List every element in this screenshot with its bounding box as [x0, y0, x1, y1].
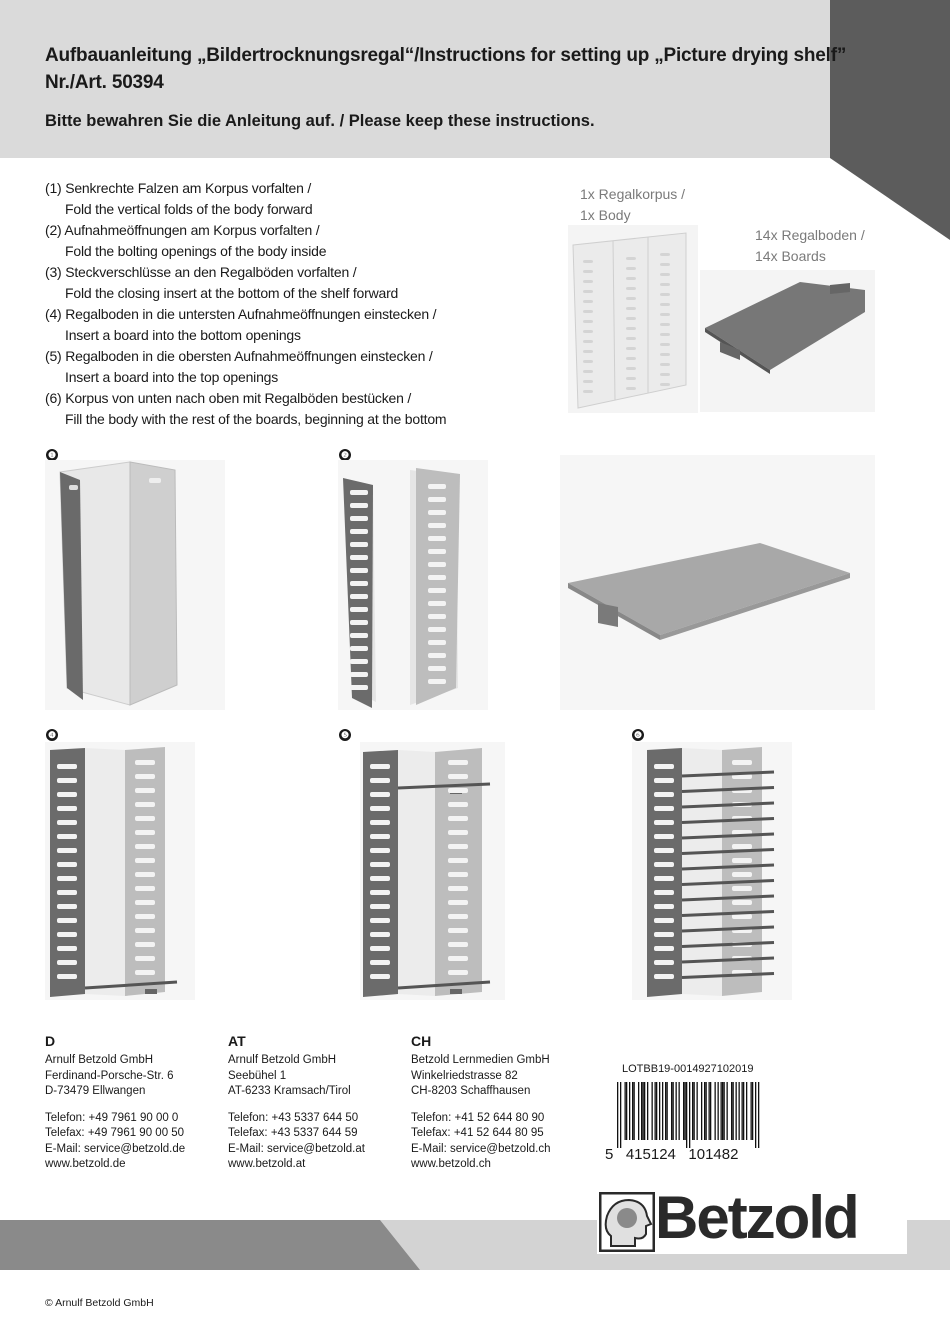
contact-at-web: www.betzold.at — [228, 1158, 306, 1170]
slot — [370, 820, 390, 825]
slot — [732, 886, 752, 891]
barcode-bar — [742, 1082, 743, 1140]
barcode-bar — [652, 1082, 653, 1140]
slot — [448, 942, 468, 947]
slot — [660, 263, 670, 266]
slot — [135, 830, 155, 835]
slot — [57, 778, 77, 783]
slot — [350, 503, 368, 508]
parts-body-de: 1x Regalkorpus / — [580, 186, 686, 202]
slot — [350, 620, 368, 625]
barcode-bar — [689, 1082, 690, 1148]
contact-de-company: Arnulf Betzold GmbH — [45, 1054, 154, 1066]
slot — [350, 594, 368, 599]
slot — [654, 960, 674, 965]
slot — [135, 844, 155, 849]
slot — [626, 337, 636, 340]
slot — [370, 778, 390, 783]
slot — [448, 956, 468, 961]
barcode-bar — [667, 1082, 668, 1140]
barcode-bar — [626, 1082, 627, 1140]
figure-5-image — [360, 742, 505, 1000]
slot — [135, 802, 155, 807]
slot — [448, 872, 468, 877]
contact-at-fax: Telefax: +43 5337 644 59 — [228, 1127, 358, 1139]
slot — [57, 960, 77, 965]
slot — [370, 904, 390, 909]
slot — [350, 542, 368, 547]
parts-body-en: 1x Body — [580, 207, 631, 223]
step-5-en: Insert a board into the top openings — [65, 369, 279, 385]
barcode-bar — [692, 1082, 693, 1140]
slot — [583, 260, 593, 263]
slot — [660, 293, 670, 296]
slot — [448, 760, 468, 765]
slot — [370, 792, 390, 797]
slot — [583, 340, 593, 343]
slot — [448, 816, 468, 821]
slot — [135, 956, 155, 961]
barcode-bar — [662, 1082, 663, 1140]
slot — [626, 347, 636, 350]
betzold-logo — [597, 1184, 907, 1254]
slot — [350, 581, 368, 586]
barcode-bar — [647, 1082, 648, 1140]
barcode-bar — [632, 1082, 633, 1140]
step-1-de: (1) Senkrechte Falzen am Korpus vorfalten / — [45, 180, 312, 196]
slot — [626, 297, 636, 300]
barcode-bar — [659, 1082, 660, 1140]
slot — [660, 273, 670, 276]
slot — [370, 918, 390, 923]
slot — [428, 484, 446, 489]
slot — [732, 872, 752, 877]
barcode-bar — [656, 1082, 657, 1140]
barcode-bar — [706, 1082, 707, 1140]
slot — [370, 834, 390, 839]
slot — [660, 323, 670, 326]
slot — [428, 549, 446, 554]
barcode-bar — [752, 1082, 753, 1140]
slot — [448, 858, 468, 863]
slot — [350, 490, 368, 495]
contact-at-country: AT — [228, 1033, 246, 1049]
slot — [654, 764, 674, 769]
step-2-de: (2) Aufnahmeöffnungen am Korpus vorfalten / — [45, 222, 320, 238]
barcode-bar — [743, 1082, 744, 1140]
figure-6-image — [632, 742, 792, 1000]
barcode-bar — [665, 1082, 666, 1140]
barcode-digits: 5 415124 101482 — [605, 1146, 739, 1163]
slot — [583, 370, 593, 373]
slot — [135, 970, 155, 975]
parts-body-label — [580, 184, 685, 226]
barcode-bar — [686, 1082, 687, 1148]
slot — [370, 960, 390, 965]
contact-ch-country: CH — [411, 1033, 432, 1049]
slot — [660, 333, 670, 336]
figure-6-number: ❻ — [633, 730, 643, 740]
slot — [57, 946, 77, 951]
slot — [654, 848, 674, 853]
slot — [732, 900, 752, 905]
barcode-bar — [625, 1082, 626, 1140]
barcode-bar — [671, 1082, 672, 1140]
slot — [660, 363, 670, 366]
slot — [370, 946, 390, 951]
slot — [654, 778, 674, 783]
slot — [428, 614, 446, 619]
slot — [350, 607, 368, 612]
slot — [428, 497, 446, 502]
slot — [654, 834, 674, 839]
slot — [448, 914, 468, 919]
slot — [428, 523, 446, 528]
barcode-bar — [721, 1082, 722, 1140]
barcode-bar — [694, 1082, 695, 1140]
contact-ch-email: E-Mail: service@betzold.ch — [411, 1142, 551, 1155]
slot — [57, 932, 77, 937]
contact-ch-city: CH-8203 Schaffhausen — [411, 1085, 531, 1097]
slot — [428, 562, 446, 567]
slot — [57, 918, 77, 923]
slot — [370, 932, 390, 937]
slot — [57, 820, 77, 825]
slot — [135, 788, 155, 793]
slot — [660, 383, 670, 386]
barcode-bar — [727, 1082, 728, 1140]
step-1-en: Fold the vertical folds of the body forward — [65, 201, 313, 217]
contact-de-street: Ferdinand-Porsche-Str. 6 — [45, 1069, 174, 1082]
slot — [350, 516, 368, 521]
slot — [448, 844, 468, 849]
slot — [654, 820, 674, 825]
barcode-bar — [620, 1082, 621, 1148]
slot — [660, 373, 670, 376]
slot — [448, 970, 468, 975]
slot — [57, 890, 77, 895]
slot — [370, 876, 390, 881]
step-5-de: (5) Regalboden in die obersten Aufnahmeöffnungen einstecken / — [45, 348, 433, 364]
slot — [660, 313, 670, 316]
barcode-bar — [701, 1082, 702, 1140]
slot — [583, 320, 593, 323]
contact-ch-fax: Telefax: +41 52 644 80 95 — [411, 1127, 544, 1139]
figure-4-image — [45, 742, 195, 1000]
slot — [660, 353, 670, 356]
slot — [135, 900, 155, 905]
contact-de-email: E-Mail: service@betzold.de — [45, 1142, 186, 1155]
contact-ch-street: Winkelriedstrasse 82 — [411, 1069, 518, 1082]
barcode-bar — [683, 1082, 684, 1140]
barcode-bar — [638, 1082, 639, 1140]
barcode — [605, 1082, 765, 1164]
barcode-bar — [751, 1082, 752, 1140]
barcode-bar — [722, 1082, 723, 1140]
contact-de-city: D-73479 Ellwangen — [45, 1085, 146, 1097]
contact-de-web: www.betzold.de — [45, 1158, 126, 1170]
figure-2-number: ❷ — [340, 450, 350, 460]
slot — [732, 844, 752, 849]
slot — [370, 890, 390, 895]
contact-ch — [411, 1032, 551, 1173]
slot — [654, 974, 674, 979]
barcode-bar — [755, 1082, 756, 1148]
slot — [57, 974, 77, 979]
slot — [135, 760, 155, 765]
slot — [654, 792, 674, 797]
barcode-bar — [617, 1082, 618, 1148]
slot — [660, 283, 670, 286]
slot — [583, 270, 593, 273]
slot — [583, 390, 593, 393]
slot — [428, 640, 446, 645]
contact-de-phone: Telefon: +49 7961 90 00 0 — [45, 1111, 179, 1124]
barcode-bar — [715, 1082, 716, 1140]
slot — [583, 360, 593, 363]
slot — [370, 862, 390, 867]
slot — [57, 876, 77, 881]
barcode-bar — [676, 1082, 677, 1140]
slot — [654, 932, 674, 937]
parts-boards-en: 14x Boards — [755, 248, 826, 264]
slot — [428, 679, 446, 684]
slot — [626, 367, 636, 370]
slot — [428, 588, 446, 593]
figure-2-image — [338, 460, 488, 710]
slot — [57, 862, 77, 867]
slot — [370, 848, 390, 853]
steps-list — [45, 178, 446, 430]
slot — [428, 575, 446, 580]
slot — [57, 806, 77, 811]
slot — [654, 876, 674, 881]
slot — [370, 806, 390, 811]
contact-de-fax: Telefax: +49 7961 90 00 50 — [45, 1127, 185, 1139]
slot — [732, 914, 752, 919]
slot — [135, 774, 155, 779]
slot — [57, 764, 77, 769]
slot — [448, 900, 468, 905]
corner-decoration — [830, 0, 950, 240]
slot — [583, 290, 593, 293]
barcode-bar — [644, 1082, 645, 1140]
slot — [448, 774, 468, 779]
contact-at-company: Arnulf Betzold GmbH — [228, 1054, 337, 1066]
slot — [583, 310, 593, 313]
body-part-image — [568, 225, 698, 413]
slot — [626, 387, 636, 390]
slot — [626, 307, 636, 310]
slot — [583, 330, 593, 333]
slot — [350, 529, 368, 534]
slot — [448, 802, 468, 807]
slot — [654, 904, 674, 909]
barcode-bar — [736, 1082, 737, 1140]
slot — [135, 858, 155, 863]
slot — [448, 788, 468, 793]
slot — [135, 872, 155, 877]
slot — [370, 974, 390, 979]
slot — [370, 764, 390, 769]
lot-number: LOTBB19-0014927102019 — [622, 1063, 754, 1075]
document-title — [45, 42, 846, 96]
slot — [428, 510, 446, 515]
figure-5-number: ❺ — [340, 730, 350, 740]
board-part-image — [700, 270, 875, 412]
slot — [428, 536, 446, 541]
slot — [660, 343, 670, 346]
slot — [57, 848, 77, 853]
slot — [654, 862, 674, 867]
slot — [732, 760, 752, 765]
slot — [654, 890, 674, 895]
barcode-bar — [641, 1082, 642, 1140]
contact-at-email: E-Mail: service@betzold.at — [228, 1142, 365, 1155]
barcode-bar — [655, 1082, 656, 1140]
parts-boards-label — [755, 225, 865, 267]
slot — [583, 280, 593, 283]
slot — [428, 627, 446, 632]
slot — [135, 914, 155, 919]
slot — [583, 380, 593, 383]
figure-4-number: ❹ — [47, 730, 57, 740]
barcode-bar — [746, 1082, 747, 1140]
slot — [135, 928, 155, 933]
slot — [626, 257, 636, 260]
barcode-bar — [709, 1082, 710, 1140]
step-3-de: (3) Steckverschlüsse an den Regalböden vorfalten / — [45, 264, 357, 280]
slot — [350, 555, 368, 560]
slot — [583, 350, 593, 353]
slot — [428, 653, 446, 658]
barcode-bar — [634, 1082, 635, 1140]
slot — [626, 357, 636, 360]
slot — [626, 317, 636, 320]
contact-ch-web: www.betzold.ch — [411, 1158, 491, 1170]
slot — [57, 834, 77, 839]
contact-at-street: Seebühel 1 — [228, 1069, 287, 1082]
slot — [583, 300, 593, 303]
slot — [732, 858, 752, 863]
barcode-bar — [679, 1082, 680, 1140]
figure-1-image — [45, 460, 225, 710]
slot — [57, 904, 77, 909]
slot — [654, 918, 674, 923]
contact-de — [45, 1032, 185, 1173]
slot — [350, 646, 368, 651]
slot — [350, 633, 368, 638]
slot — [654, 946, 674, 951]
step-4-de: (4) Regalboden in die untersten Aufnahmeöffnungen einstecken / — [45, 306, 437, 322]
barcode-bar — [685, 1082, 686, 1140]
head-icon — [599, 1192, 655, 1252]
barcode-bar — [643, 1082, 644, 1140]
contact-at — [228, 1032, 365, 1173]
barcode-bar — [629, 1082, 630, 1140]
slot — [350, 685, 368, 690]
slot — [626, 327, 636, 330]
barcode-bar — [718, 1082, 719, 1140]
figure-1-number: ❶ — [47, 450, 57, 460]
slot — [626, 377, 636, 380]
figure-3-image — [560, 455, 875, 710]
slot — [654, 806, 674, 811]
barcode-bar — [733, 1082, 734, 1140]
slot — [135, 886, 155, 891]
slot — [350, 659, 368, 664]
barcode-bar — [673, 1082, 674, 1140]
step-6-en: Fill the body with the rest of the boards, beginning at the bottom — [65, 411, 447, 427]
title-line-2: Nr./Art. 50394 — [45, 72, 164, 93]
copyright: © Arnulf Betzold GmbH — [45, 1297, 154, 1309]
barcode-bar — [739, 1082, 740, 1140]
title-line-1: Aufbauanleitung „Bildertrocknungsregal“/Instructions for setting up „Picture drying shelf” — [45, 45, 847, 66]
step-3-en: Fold the closing insert at the bottom of the shelf forward — [65, 285, 399, 301]
barcode-bar — [704, 1082, 705, 1140]
slot — [135, 816, 155, 821]
slot — [448, 928, 468, 933]
slot — [448, 830, 468, 835]
parts-boards-de: 14x Regalboden / — [755, 227, 865, 243]
slot — [350, 672, 368, 677]
slot — [660, 253, 670, 256]
slot — [428, 601, 446, 606]
slot — [428, 666, 446, 671]
slot — [626, 267, 636, 270]
slot — [350, 568, 368, 573]
step-4-en: Insert a board into the bottom openings — [65, 327, 301, 343]
contact-ch-phone: Telefon: +41 52 644 80 90 — [411, 1111, 545, 1124]
barcode-bar — [758, 1082, 759, 1148]
slot — [626, 287, 636, 290]
contact-de-country: D — [45, 1033, 56, 1049]
logo-text: Betzold — [655, 1184, 858, 1251]
document-subtitle: Bitte bewahren Sie die Anleitung auf. / Please keep these instructions. — [45, 112, 595, 130]
barcode-bar — [731, 1082, 732, 1140]
slot — [448, 886, 468, 891]
slot — [135, 942, 155, 947]
step-2-en: Fold the bolting openings of the body inside — [65, 243, 327, 259]
slot — [626, 277, 636, 280]
barcode-bar — [710, 1082, 711, 1140]
contact-at-phone: Telefon: +43 5337 644 50 — [228, 1111, 359, 1124]
barcode-bar — [697, 1082, 698, 1140]
slot — [57, 792, 77, 797]
slot — [660, 303, 670, 306]
barcode-bar — [724, 1082, 725, 1140]
step-6-de: (6) Korpus von unten nach oben mit Regalböden bestücken / — [45, 390, 412, 406]
contact-at-city: AT-6233 Kramsach/Tirol — [228, 1085, 351, 1097]
contact-ch-company: Betzold Lernmedien GmbH — [411, 1054, 550, 1066]
